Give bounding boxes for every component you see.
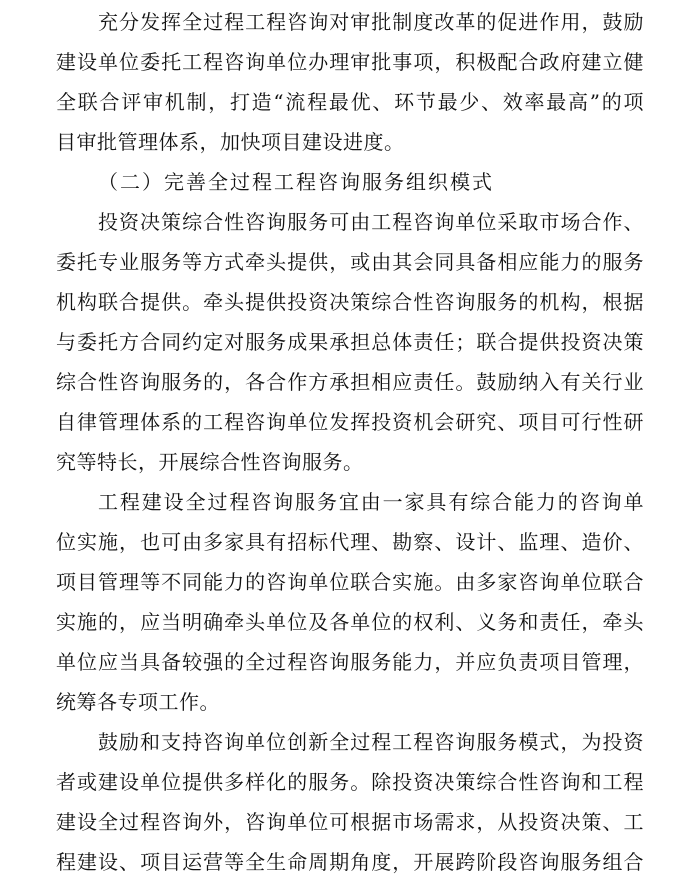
paragraph-line: 实施的，应当明确牵头单位及各单位的权利、义务和责任，牵头 <box>56 610 644 634</box>
paragraph-line: 项目管理等不同能力的咨询单位联合实施。由多家咨询单位联合 <box>56 570 644 594</box>
paragraph-line: 者或建设单位提供多样化的服务。除投资决策综合性咨询和工程 <box>56 770 644 794</box>
paragraph-line: 机构联合提供。牵头提供投资决策综合性咨询服务的机构，根据 <box>56 290 644 314</box>
paragraph-line: 建设单位委托工程咨询单位办理审批事项，积极配合政府建立健 <box>56 50 644 74</box>
paragraph-line: 程建设、项目运营等全生命周期角度，开展跨阶段咨询服务组合 <box>56 850 644 874</box>
paragraph-line: 统筹各专项工作。 <box>56 690 220 714</box>
paragraph-line: 单位应当具备较强的全过程咨询服务能力，并应负责项目管理， <box>56 650 644 674</box>
paragraph-line: 鼓励和支持咨询单位创新全过程工程咨询服务模式，为投资 <box>98 730 644 754</box>
paragraph-line: 目审批管理体系，加快项目建设进度。 <box>56 130 405 154</box>
paragraph-line: 自律管理体系的工程咨询单位发挥投资机会研究、项目可行性研 <box>56 410 644 434</box>
paragraph-line: 委托专业服务等方式牵头提供，或由其会同具备相应能力的服务 <box>56 250 644 274</box>
section-heading: （二）完善全过程工程咨询服务组织模式 <box>98 170 494 194</box>
paragraph-line: 全联合评审机制，打造“流程最优、环节最少、效率最高”的项 <box>56 90 644 114</box>
paragraph-line: 与委托方合同约定对服务成果承担总体责任；联合提供投资决策 <box>56 330 644 354</box>
paragraph-line: 究等特长，开展综合性咨询服务。 <box>56 450 364 474</box>
paragraph-line: 位实施，也可由多家具有招标代理、勘察、设计、监理、造价、 <box>56 530 644 554</box>
paragraph-line: 投资决策综合性咨询服务可由工程咨询单位采取市场合作、 <box>98 210 644 234</box>
paragraph-line: 综合性咨询服务的，各合作方承担相应责任。鼓励纳入有关行业 <box>56 370 644 394</box>
paragraph-line: 充分发挥全过程工程咨询对审批制度改革的促进作用，鼓励 <box>98 10 644 34</box>
paragraph-line: 工程建设全过程咨询服务宜由一家具有综合能力的咨询单 <box>98 490 644 514</box>
paragraph-line: 建设全过程咨询外，咨询单位可根据市场需求，从投资决策、工 <box>56 810 644 834</box>
